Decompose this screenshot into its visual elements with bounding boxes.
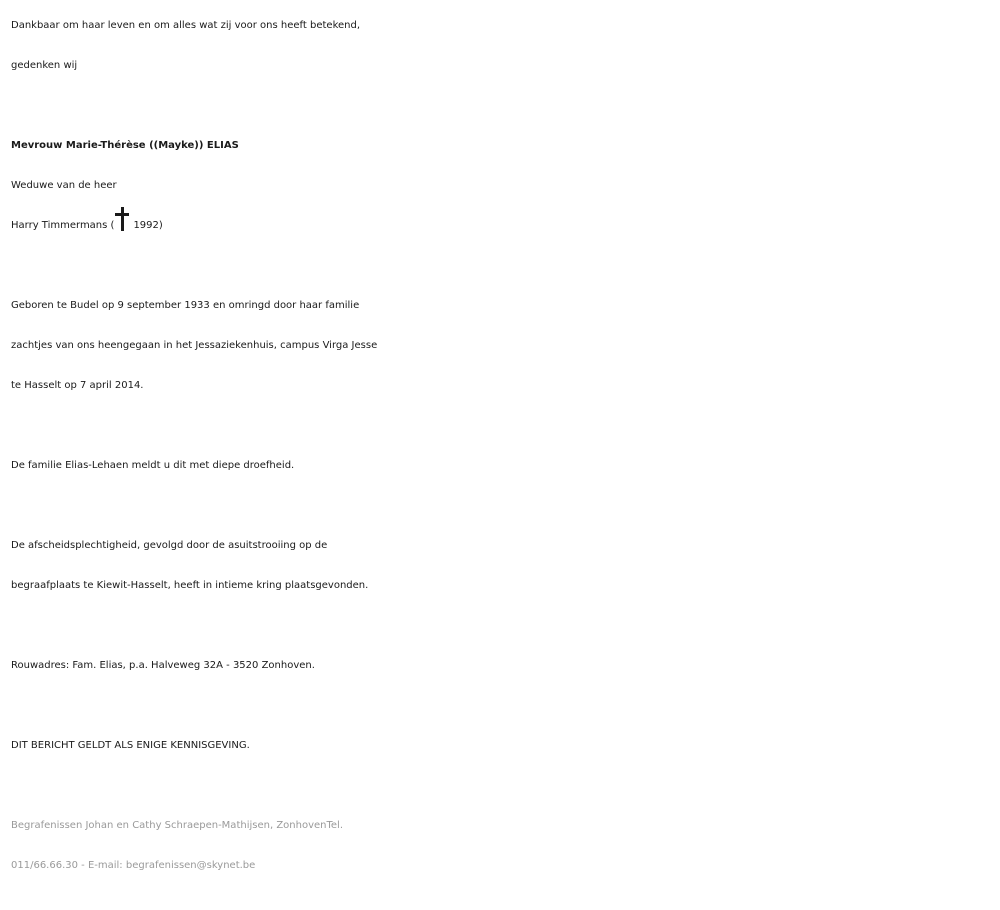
birth-death-line-3: te Hasselt op 7 april 2014. — [11, 380, 144, 391]
spacer — [11, 486, 991, 526]
birth-death-line-1: Geboren te Budel op 9 september 1933 en omringd door haar familie — [11, 300, 360, 311]
deceased-name: Mevrouw Marie-Thérèse ((Mayke)) ELIAS — [11, 140, 239, 151]
spacer — [11, 246, 991, 286]
ceremony-line-2: begraafplaats te Kiewit-Hasselt, heeft in intieme kring plaatsgevonden. — [11, 580, 369, 591]
spacer — [11, 606, 991, 646]
funeral-home-line-1: Begrafenissen Johan en Cathy Schraepen-Mathijsen, ZonhovenTel. — [11, 820, 344, 831]
intro-line-1: Dankbaar om haar leven en om alles wat zij voor ons heeft betekend, — [11, 20, 361, 31]
official-notice: DIT BERICHT GELDT ALS ENIGE KENNISGEVING. — [11, 740, 250, 751]
funeral-home-line-2: 011/66.66.30 - E-mail: begrafenissen@skynet.be — [11, 860, 256, 871]
spouse-line: Weduwe van de heer — [11, 180, 117, 191]
mourning-address: Rouwadres: Fam. Elias, p.a. Halveweg 32A - 3520 Zonhoven. — [11, 660, 315, 671]
spacer — [11, 766, 991, 806]
ceremony-line-1: De afscheidsplechtigheid, gevolgd door de asuitstrooiing op de — [11, 540, 328, 551]
intro-line-2: gedenken wij — [11, 60, 78, 71]
death-notice — [11, 6, 991, 886]
birth-death-line-2: zachtjes van ons heengegaan in het Jessaziekenhuis, campus Virga Jesse — [11, 340, 378, 351]
spouse-death-year: 1992) — [133, 220, 163, 231]
spouse-name: Harry Timmermans ( — [11, 220, 115, 231]
spacer — [11, 406, 991, 446]
cross-icon — [114, 207, 130, 231]
spouse-name-line — [11, 206, 991, 246]
family-notice: De familie Elias-Lehaen meldt u dit met diepe droefheid. — [11, 460, 295, 471]
spacer — [11, 686, 991, 726]
